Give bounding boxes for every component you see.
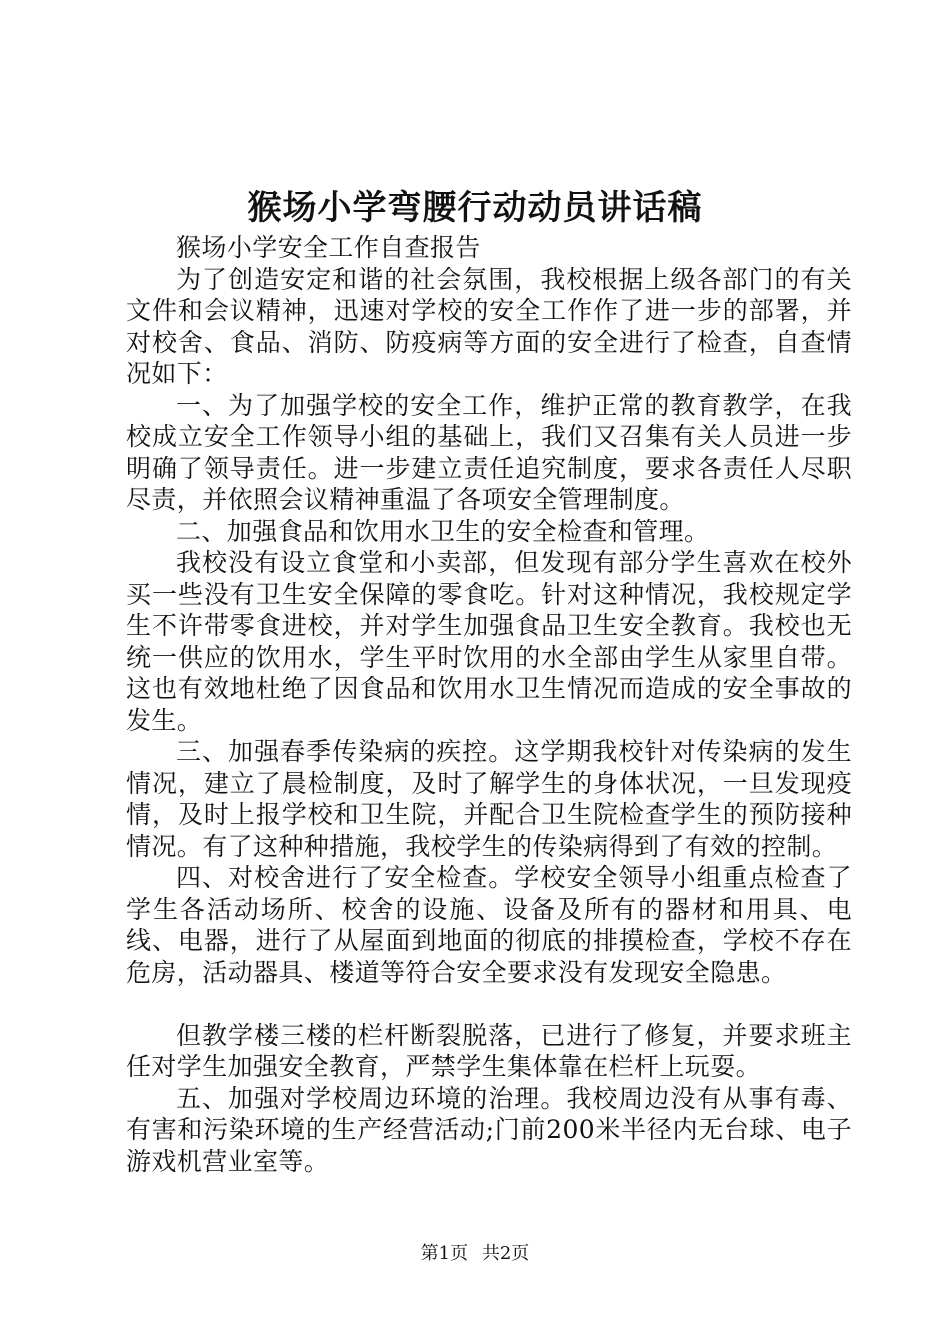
paragraph-report-heading: 猴场小学安全工作自查报告 bbox=[176, 233, 481, 262]
paragraph-section-2-body: 我校没有设立食堂和小卖部，但发现有部分学生喜欢在校外买一些没有卫生安全保障的零食吃。针对这种情况，我校规定学生不许带零食进校，并对学生加强食品卫生安全教育。我校也无统一供应的饮用水，学生平时饮用的水全部由学生从家里自带。这也有效地杜绝了因食品和饮用水卫生情况而造成的安全事故的发生。 bbox=[126, 548, 852, 735]
page-footer bbox=[0, 1240, 950, 1268]
paragraph-section-4: 四、对校舍进行了安全检查。学校安全领导小组重点检查了学生各活动场所、校舍的设施、设备及所有的器材和用具、电线、电器，进行了从屋面到地面的彻底的排摸检查，学校不存在危房，活动器具、楼道等符合安全要求没有发现安全隐患。 bbox=[126, 863, 852, 987]
paragraph-intro: 为了创造安定和谐的社会氛围，我校根据上级各部门的有关文件和会议精神，迅速对学校的安全工作作了进一步的部署，并对校舍、食品、消防、防疫病等方面的安全进行了检查，自查情况如下： bbox=[126, 264, 852, 388]
paragraph-section-5: 五、加强对学校周边环境的治理。我校周边没有从事有毒、有害和污染环境的生产经营活动;门前200米半径内无台球、电子游戏机营业室等。 bbox=[126, 1083, 852, 1176]
page-number: 第1页 bbox=[420, 1243, 469, 1264]
paragraph-section-1: 一、为了加强学校的安全工作，维护正常的教育教学，在我校成立安全工作领导小组的基础上，我们又召集有关人员进一步明确了领导责任。进一步建立责任追究制度，要求各责任人尽职尽责，并依照会议精神重温了各项安全管理制度。 bbox=[126, 390, 852, 514]
document-body bbox=[126, 232, 852, 1177]
paragraph-railing-repair: 但教学楼三楼的栏杆断裂脱落，已进行了修复，并要求班主任对学生加强安全教育，严禁学生集体靠在栏杆上玩耍。 bbox=[126, 1020, 852, 1081]
paragraph-section-3: 三、加强春季传染病的疾控。这学期我校针对传染病的发生情况，建立了晨检制度，及时了解学生的身体状况，一旦发现疫情，及时上报学校和卫生院，并配合卫生院检查学生的预防接种情况。有了这种种措施，我校学生的传染病得到了有效的控制。 bbox=[126, 737, 852, 861]
paragraph-section-2-heading: 二、加强食品和饮用水卫生的安全检查和管理。 bbox=[176, 516, 710, 546]
document-title: 猴场小学弯腰行动动员讲话稿 bbox=[247, 188, 703, 228]
page-total: 共2页 bbox=[481, 1243, 530, 1264]
